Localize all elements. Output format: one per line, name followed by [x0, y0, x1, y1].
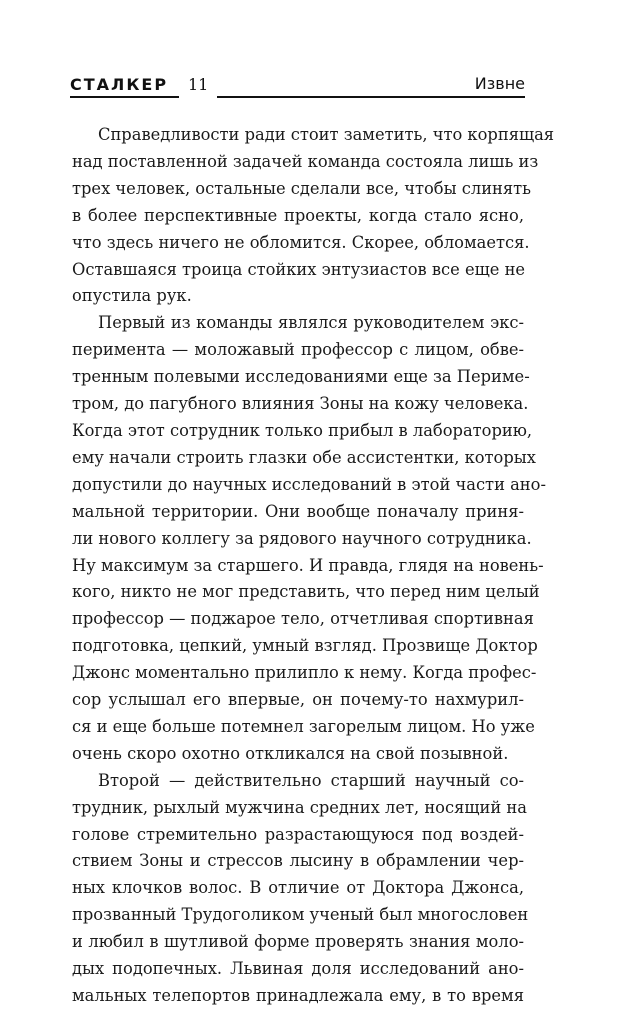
text-line: подготовка, цепкий, умный взгляд. Прозвище Доктор — [72, 636, 538, 656]
text-line: перимента — моложавый профессор с лицом, обве- — [72, 340, 524, 360]
text-line: Джонс моментально прилипло к нему. Когда профес- — [72, 663, 537, 683]
text-line: ных клочков волос. В отличие от Доктора Джонса, — [72, 878, 524, 898]
text-line: голове стремительно разрастающуюся под воздей- — [72, 824, 524, 844]
paragraph-3 — [72, 768, 529, 1010]
text-line: и любил в шутливой форме проверять знания моло- — [72, 932, 524, 952]
text-line: Первый из команды являлся руководителем экс- — [98, 313, 524, 333]
text-line: над поставленной задачей команда состояла лишь из — [72, 151, 539, 171]
text-line: профессор — поджарое тело, отчетливая спортивная — [72, 609, 534, 629]
text-line: трех человек, остальные сделали все, чтобы слинять — [72, 178, 532, 198]
chapter-title: Извне — [474, 74, 525, 93]
text-line: очень скоро охотно откликался на свой позывной. — [72, 743, 509, 763]
text-line: Когда этот сотрудник только прибыл в лабораторию, — [72, 420, 533, 440]
page-number: 11 — [188, 75, 209, 94]
text-line: мальной территории. Они вообще поначалу приня- — [72, 501, 524, 521]
text-line: мальных телепортов принадлежала ему, в то время — [72, 986, 524, 1005]
series-underline-rule — [70, 96, 179, 98]
text-line: тром, до пагубного влияния Зоны на кожу человека. — [72, 394, 529, 414]
text-line: что здесь ничего не обломится. Скорее, обломается. — [72, 232, 530, 252]
text-line: допустили до научных исследований в этой части ано- — [72, 474, 546, 494]
body-text — [72, 122, 555, 1010]
series-title: СТАЛКЕР — [70, 75, 169, 94]
paragraph-2 — [72, 310, 546, 767]
text-line: Оставшаяся троица стойких энтузиастов все еще не — [72, 259, 526, 279]
text-line: Ну максимум за старшего. И правда, глядя на новень- — [72, 555, 544, 575]
text-line: кого, никто не мог представить, что перед ним целый — [72, 582, 540, 602]
text-line: тренным полевыми исследованиями еще за Периме- — [72, 367, 530, 387]
text-line: ся и еще больше потемнел загорелым лицом. Но уже — [72, 716, 535, 736]
text-line: трудник, рыхлый мужчина средних лет, носящий на — [72, 797, 527, 817]
text-line: Второй — действительно старший научный со- — [98, 770, 524, 790]
text-line: в более перспективные проекты, когда стало ясно, — [72, 205, 524, 225]
text-line: опустила рук. — [72, 286, 192, 306]
chapter-underline-rule — [217, 96, 525, 98]
text-line: ему начали строить глазки обе ассистентки, которых — [72, 447, 536, 467]
text-line: прозванный Трудоголиком ученый был многословен — [72, 905, 529, 925]
paragraph-1 — [72, 122, 555, 310]
text-line: сор услышал его впервые, он почему-то нахмурил- — [72, 690, 524, 710]
text-line: ли нового коллегу за рядового научного сотрудника. — [72, 528, 532, 548]
text-line: ствием Зоны и стрессов лысину в обрамлении чер- — [72, 851, 524, 871]
running-header — [70, 70, 525, 100]
text-line: Справедливости ради стоит заметить, что корпящая — [98, 125, 555, 144]
text-line: дых подопечных. Львиная доля исследований ано- — [72, 959, 524, 979]
